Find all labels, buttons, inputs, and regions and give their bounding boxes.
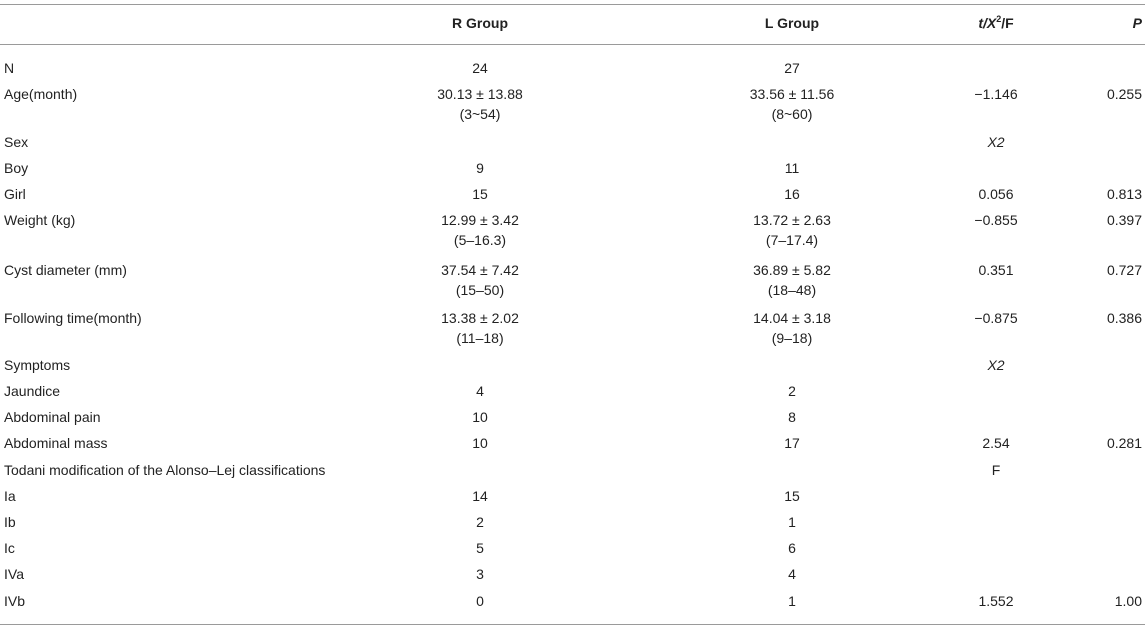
- l-group-value: 36.89 ± 5.82: [753, 262, 831, 278]
- test-statistic: −0.855: [974, 212, 1018, 228]
- p-value: 0.813: [1106, 186, 1142, 202]
- r-group-range: (3~54): [459, 106, 501, 122]
- row-label: Ib: [4, 514, 16, 530]
- bottom-rule: [0, 624, 1145, 625]
- row-label: Age(month): [4, 86, 78, 102]
- header-p-value: P: [1132, 15, 1142, 31]
- row-label: Todani modification of the Alonso–Lej classifications: [4, 462, 326, 478]
- header-stat-x: /X: [982, 15, 997, 31]
- header-stat-t: t: [978, 15, 983, 31]
- p-value: 1.00: [1114, 593, 1142, 609]
- p-value: 0.255: [1106, 86, 1142, 102]
- l-group-range: (18–48): [767, 282, 817, 298]
- r-group-value: 37.54 ± 7.42: [441, 262, 519, 278]
- l-group-value: 15: [784, 488, 800, 504]
- r-group-value: 10: [472, 409, 488, 425]
- test-statistic: X2: [987, 357, 1005, 373]
- r-group-value: 24: [472, 60, 488, 76]
- header-rule: [0, 44, 1145, 45]
- l-group-value: 16: [784, 186, 800, 202]
- l-group-value: 6: [788, 540, 796, 556]
- r-group-value: 13.38 ± 2.02: [441, 310, 519, 326]
- row-label: Sex: [4, 134, 29, 150]
- header-stat-f: /F: [1001, 15, 1014, 31]
- l-group-value: 1: [788, 593, 796, 609]
- row-label: Symptoms: [4, 357, 71, 373]
- l-group-value: 27: [784, 60, 800, 76]
- header-r-group: R Group: [452, 15, 508, 31]
- r-group-range: (5–16.3): [453, 232, 507, 248]
- l-group-range: (8~60): [771, 106, 813, 122]
- row-label: N: [4, 60, 15, 76]
- l-group-value: 11: [784, 160, 800, 176]
- r-group-range: (15–50): [455, 282, 505, 298]
- r-group-value: 9: [476, 160, 484, 176]
- test-statistic: 1.552: [978, 593, 1014, 609]
- l-group-range: (7–17.4): [765, 232, 819, 248]
- r-group-value: 5: [476, 540, 484, 556]
- header-stat-sup: 2: [996, 14, 1002, 24]
- row-label: IVb: [4, 593, 26, 609]
- r-group-value: 3: [476, 566, 484, 582]
- test-statistic: F: [991, 462, 1001, 478]
- header-l-group: L Group: [764, 15, 820, 31]
- l-group-value: 14.04 ± 3.18: [753, 310, 831, 326]
- p-value: 0.397: [1106, 212, 1142, 228]
- row-label: IVa: [4, 566, 24, 582]
- row-label: Cyst diameter (mm): [4, 262, 127, 278]
- r-group-value: 0: [476, 593, 484, 609]
- test-statistic: 2.54: [982, 435, 1010, 451]
- l-group-value: 8: [788, 409, 796, 425]
- r-group-value: 2: [476, 514, 484, 530]
- r-group-value: 12.99 ± 3.42: [441, 212, 519, 228]
- top-rule: [0, 4, 1145, 5]
- row-label: Girl: [4, 186, 26, 202]
- l-group-value: 1: [788, 514, 796, 530]
- l-group-value: 4: [788, 566, 796, 582]
- p-value: 0.281: [1106, 435, 1142, 451]
- row-label: Abdominal pain: [4, 409, 101, 425]
- l-group-value: 33.56 ± 11.56: [749, 86, 835, 102]
- r-group-value: 15: [472, 186, 488, 202]
- p-value: 0.386: [1106, 310, 1142, 326]
- l-group-value: 13.72 ± 2.63: [753, 212, 831, 228]
- r-group-value: 10: [472, 435, 488, 451]
- row-label: Ia: [4, 488, 16, 504]
- row-label: Ic: [4, 540, 15, 556]
- r-group-range: (11–18): [456, 330, 504, 346]
- r-group-value: 4: [476, 383, 484, 399]
- l-group-range: (9–18): [771, 330, 813, 346]
- row-label: Following time(month): [4, 310, 142, 326]
- r-group-value: 30.13 ± 13.88: [437, 86, 523, 102]
- row-label: Weight (kg): [4, 212, 76, 228]
- test-statistic: −0.875: [974, 310, 1018, 326]
- p-value: 0.727: [1106, 262, 1142, 278]
- l-group-value: 17: [784, 435, 800, 451]
- r-group-value: 14: [472, 488, 488, 504]
- row-label: Abdominal mass: [4, 435, 108, 451]
- test-statistic: X2: [987, 134, 1005, 150]
- l-group-value: 2: [788, 383, 796, 399]
- header-test-statistic: [930, 14, 1062, 34]
- test-statistic: 0.056: [978, 186, 1014, 202]
- row-label: Boy: [4, 160, 29, 176]
- test-statistic: 0.351: [978, 262, 1014, 278]
- row-label: Jaundice: [4, 383, 61, 399]
- test-statistic: −1.146: [974, 86, 1018, 102]
